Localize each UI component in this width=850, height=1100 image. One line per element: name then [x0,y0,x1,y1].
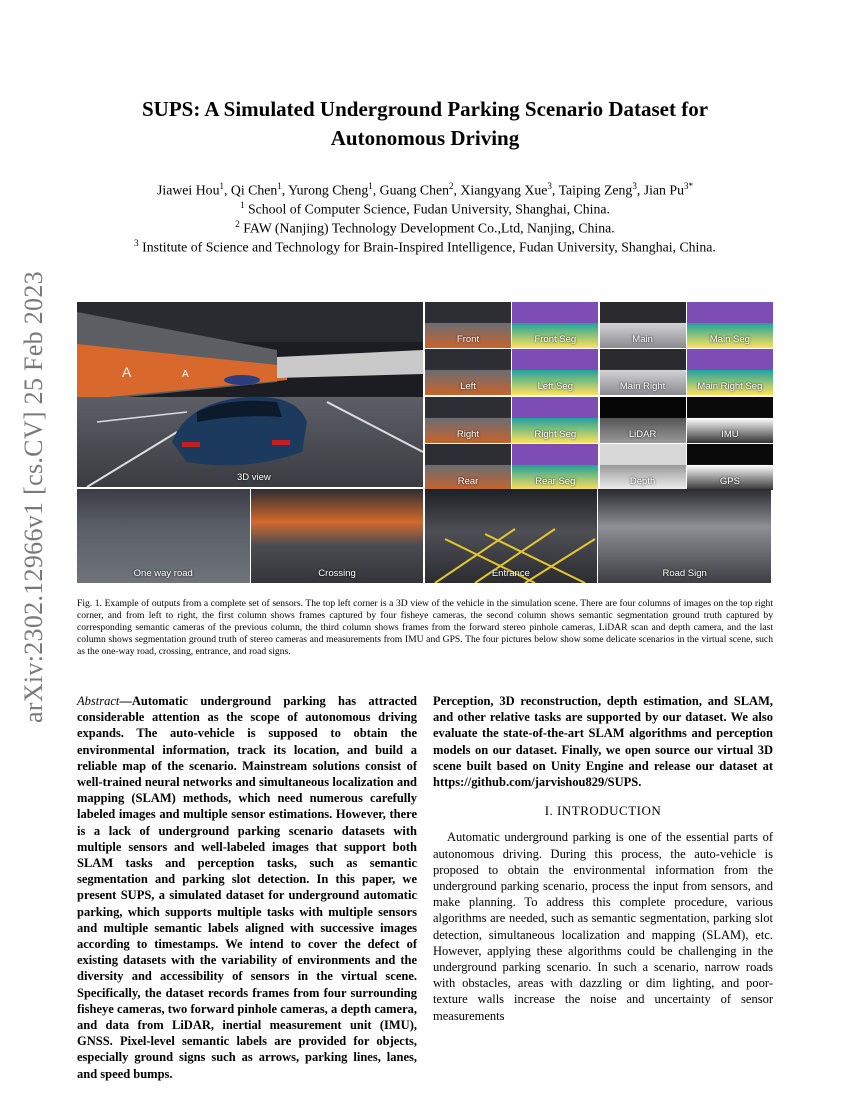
author-name: Jian Pu [643,182,684,198]
author-affiliation-mark: 3* [683,181,693,191]
paper-title [75,95,775,153]
svg-text:A: A [182,369,189,380]
author-affiliation-mark: 2 [449,181,454,191]
sensor-panel-label: Left Seg [537,381,573,393]
sensor-panel [425,349,511,395]
author-name: Qi Chen [230,182,278,198]
arxiv-id-text: arXiv:2302.12966v1 [cs.CV] 25 Feb 2023 [19,271,48,723]
sensor-panel [512,397,598,443]
abstract-dash: — [119,694,132,708]
author-affiliation-mark: 3 [632,181,637,191]
author-name: Xiangyang Xue [460,182,548,198]
sensor-panel [687,349,773,395]
sensor-panel-label: Front [456,334,480,345]
scenario-panel [77,489,250,583]
scenario-panel [251,489,424,583]
sensor-panel [600,397,686,443]
sensor-panel [425,302,511,348]
sensor-panel [687,302,773,348]
sensor-panel [687,397,773,443]
sensor-panel-label: IMU [721,428,739,440]
affiliation-3-text: Institute of Science and Technology for Brain-Inspired Intelligence, Fudan University, Shanghai, China. [142,239,716,255]
affiliation-1-sup: 1 [240,200,245,210]
author-name: Guang Chen [379,182,450,198]
scenario-panel-label: Road Sign [662,568,707,579]
author-affiliation-mark: 1 [277,181,282,191]
sensor-panel [600,444,686,490]
sensor-panel [600,349,686,395]
scenario-panel [425,489,598,583]
scenario-panel-label: Entrance [491,568,530,579]
sensor-panel-label: LiDAR [628,428,657,440]
abstract-continuation: Perception, 3D reconstruction, depth estimation, and SLAM, and other relative tasks are supported by our dataset. We also evaluate the state-of-the-art SLAM algorithms and perception models on our dataset. Finally, we open source our virtual 3D scene built based on Unity Engine and release our dataset at https://github.com/jarvishou829/SUPS. [433,694,773,790]
sensor-panel-label: Left [460,381,476,393]
figure-caption: Fig. 1. Example of outputs from a complete set of sensors. The top left corner is a 3D view of the vehicle in the simulation scene. There are four columns of images on the top right corner, and from left to right, the first column shows frames captured by four fisheye cameras, the second column shows semantic segmentation ground truth captured by corresponding semantic cameras of the previous column, the third column shows frames from the forward stereo pinhole cameras, LiDAR scan and depth camera, and the last column shows segmentation ground truth of stereo cameras and measurements from IMU and GPS. The four pictures below show some delicate scenarios in the virtual scene, such as the one-way road, crossing, entrance, and road signs. [77,598,773,657]
author-name: Jiawei Hou [157,182,220,198]
scenario-panel-label: Crossing [318,568,356,579]
abstract-label: Abstract [77,694,120,708]
sensor-panel-label: Rear [457,475,479,487]
abstract-column [77,693,417,1082]
author-affiliation-mark: 1 [219,181,224,191]
author-list: Jiawei Hou$^1$, Qi Chen$^1$, Yurong Cheng$^1$, Guang Chen$^2$, Xiangyang Xue$^3$, Taiping Zeng$^3$, Jian $Pu^{3*}$ [157,181,693,198]
sensor-panel-label: Front Seg [534,334,577,345]
scene-3d-view [77,302,423,487]
sensor-panel-label: Depth [629,475,656,487]
sensor-panel-label: Rear Seg [535,475,576,487]
affiliation-2-sup: 2 [235,219,240,229]
author-name: Yurong Cheng [288,182,369,198]
author-affiliation-mark: 1 [368,181,373,191]
svg-text:A: A [122,364,132,380]
sensor-panel-label: Right [456,428,480,440]
scenario-panel-label: One way road [133,568,193,579]
right-column [433,693,773,1024]
sensor-panel-label: Main Right [619,381,666,393]
sensor-panel-label: Main [632,334,653,345]
sensor-panel [687,444,773,490]
figure-panel-3d-view [77,302,423,487]
affiliation-1-text: School of Computer Science, Fudan University, Shanghai, China. [247,201,610,217]
abstract-text: Automatic underground parking has attracted considerable attention as the scope of autonomous driving expands. The auto-vehicle is supposed to obtain the environmental information, track its location, and build a reliable map of the scenario. Mainstream solutions consist of well-trained neural networks and simultaneous localization and mapping (SLAM) methods, which need numerous carefully labeled images and multiple sensor estimations. However, there is a lack of underground parking scenario datasets with multiple sensors and well-labeled images that support both SLAM tasks and perception tasks, such as semantic segmentation and parking slot detection. In this paper, we present SUPS, a simulated dataset for underground automatic parking, which supports multiple tasks with multiple sensors and multiple semantic labels aligned with successive images according to timestamps. We intend to cover the defect of existing datasets with the variability of environments and the diversity and accessibility of sensors in the virtual scene. Specifically, the dataset records frames from four surrounding fisheye cameras, two forward pinhole cameras, a depth camera, and data from LiDAR, inertial measurement unit (IMU), GNSS. Pixel-level semantic labels are provided for objects, especially ground signs such as arrows, parking lines, lanes, and speed bumps. [77,694,417,1081]
introduction-paragraph: Automatic underground parking is one of the essential parts of autonomous driving. During this process, the auto-vehicle is proposed to obtain the environmental information from the underground parking scenario, process the input from sensors, and make planning. To address this complete procedure, various algorithms are needed, such as semantic segmentation, parking slot detection, simultaneous localization and mapping (SLAM), etc. However, applying these algorithms could be challenging in the underground parking scenario. In such a scenario, narrow roads with obstacles, areas with dazzling or dim lighting, and poor-texture walls increase the noise and uncertainty of sensor measurements [433,830,773,1023]
sensor-panel [512,444,598,490]
affiliation-3 [50,234,800,257]
author-name: Taiping Zeng [558,182,633,198]
affiliation-3-sup: 3 [134,238,139,248]
sensor-panel [425,397,511,443]
sensor-panel [512,349,598,395]
sensor-panel-label: Main Seg [709,334,750,345]
title-line-1: SUPS: A Simulated Underground Parking Scenario Dataset for [141,97,709,121]
scenario-panel [598,489,771,583]
sensor-panel [425,444,511,490]
sensor-panel-label: Right Seg [534,428,577,440]
section-heading-introduction: I. INTRODUCTION [544,803,662,819]
sensor-panel-label: GPS [719,475,740,487]
label-3d-view: 3D view [237,472,271,483]
figure-1 [77,302,773,584]
sensor-panel-label: Main Right Seg [697,381,763,393]
author-affiliation-mark: 3 [547,181,552,191]
affiliation-2-text: FAW (Nanjing) Technology Development Co.,Ltd, Nanjing, China. [243,220,615,236]
sensor-panel [512,302,598,348]
title-line-2: Autonomous Driving [330,126,520,150]
sensor-panel [600,302,686,348]
arxiv-identifier [2,271,66,723]
